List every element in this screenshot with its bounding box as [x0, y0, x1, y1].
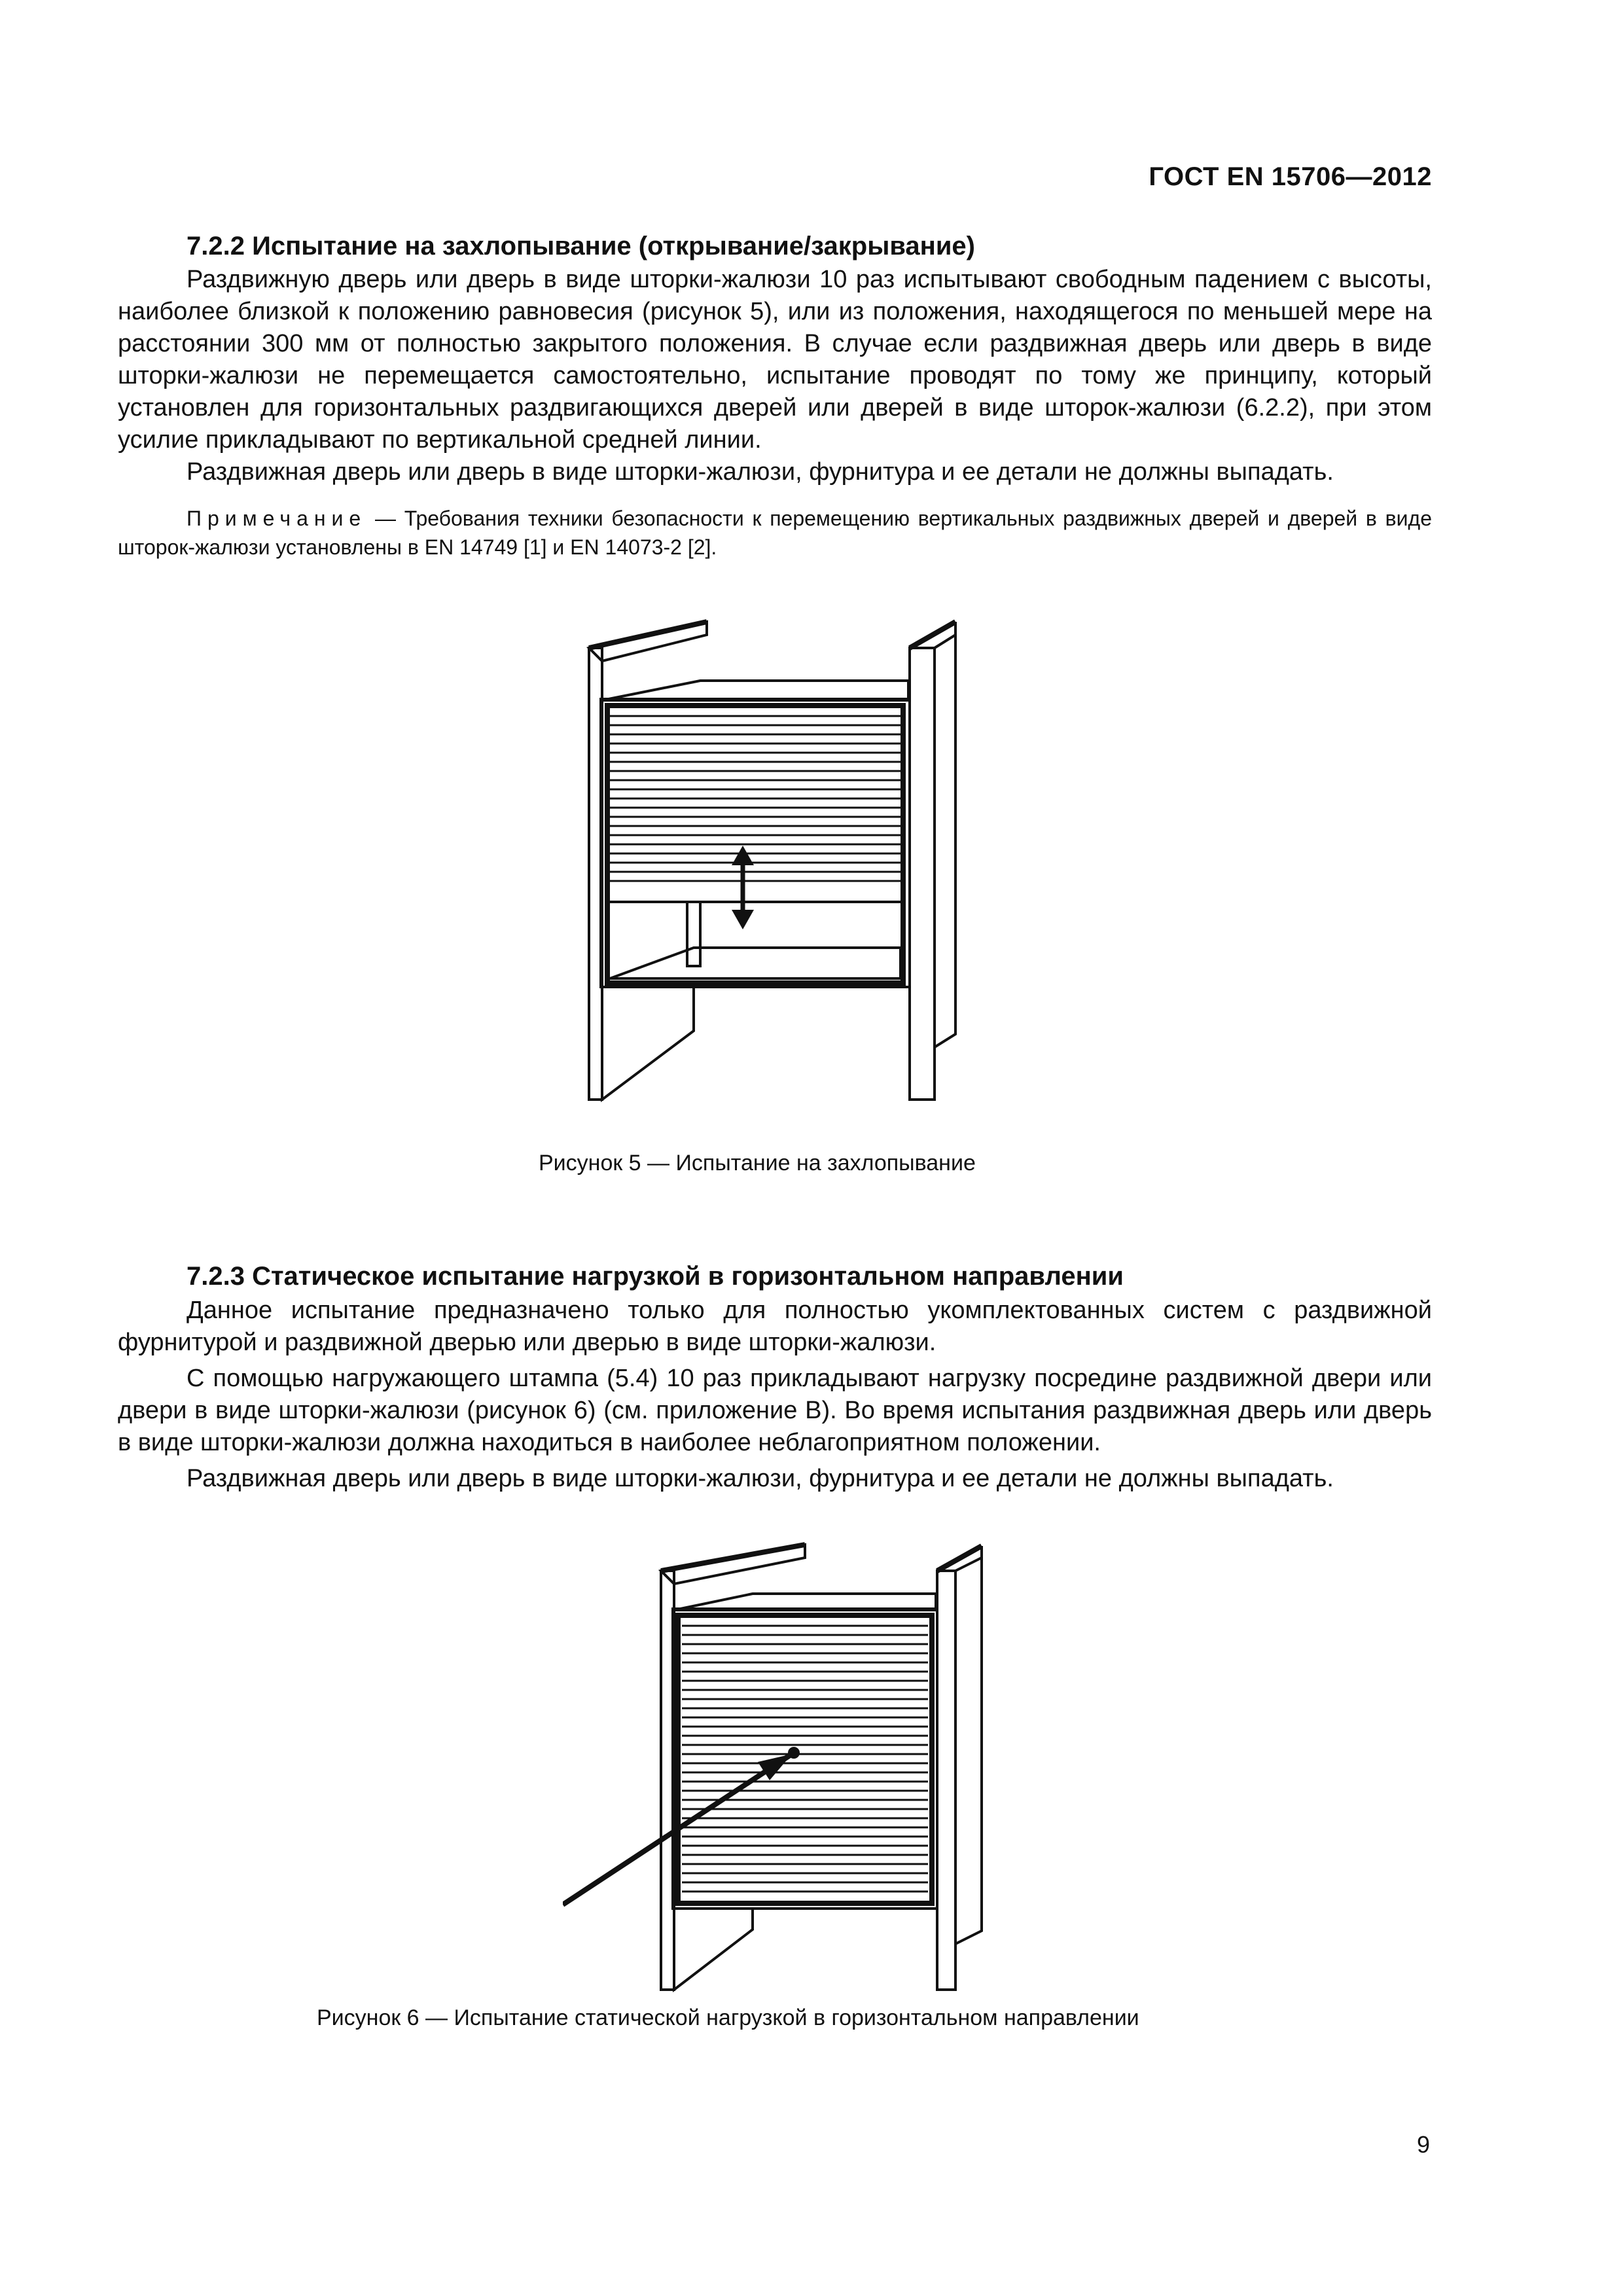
- paragraph: Данное испытание предназначено только для полностью укомплектованных систем с раздвижной фурнитурой и раздвижной дверью или дверью в виде шторки-жалюзи.: [118, 1297, 1432, 1356]
- shutter-slats: [610, 716, 901, 881]
- note-label: Примечание: [187, 507, 367, 530]
- figure-6-caption: Рисунок 6 — Испытание статической нагрузкой в горизонтальном направлении: [317, 2005, 1139, 2030]
- paragraph: С помощью нагружающего штампа (5.4) 10 раз прикладывают нагрузку посредине раздвижной двери или двери в виде шторки-жалюзи (рисунок 6) (см. приложение В). Во время испытания раздвижная дверь или дверь в виде шторки-жалюзи должна находиться в наиболее неблагоприятном положении.: [118, 1365, 1432, 1456]
- page-number: 9: [1416, 2131, 1430, 2158]
- section-heading-7-2-2: 7.2.2 Испытание на захлопывание (открывание/закрывание): [187, 232, 975, 260]
- top-shelf: [602, 681, 908, 700]
- paragraph: Раздвижная дверь или дверь в виде шторки-жалюзи, фурнитура и ее детали не должны выпадать.: [187, 1465, 1334, 1492]
- double-arrow-icon: [732, 846, 754, 929]
- document-code: ГОСТ EN 15706—2012: [1149, 162, 1432, 191]
- shutter-frame: [678, 1615, 932, 1903]
- note: [118, 504, 1432, 562]
- load-arrow-icon: [563, 1747, 800, 1905]
- figure-5-caption: Рисунок 5 — Испытание на захлопывание: [539, 1151, 976, 1175]
- figure-6-diagram: [563, 1538, 995, 1996]
- section-heading-7-2-3: 7.2.3 Статическое испытание нагрузкой в горизонтальном направлении: [187, 1262, 1124, 1291]
- shutter-slats: [682, 1626, 928, 1892]
- figure-5-diagram: [563, 609, 995, 1113]
- paragraph: Раздвижная дверь или дверь в виде шторки-жалюзи, фурнитура и ее детали не должны выпадать.: [187, 458, 1334, 486]
- right-panel: [937, 1571, 955, 1990]
- note-text: — Требования техники безопасности к перемещению вертикальных раздвижных дверей и дверей в виде шторок-жалюзи установлены в EN 14749 [1] и EN 14073-2 [2].: [118, 507, 1432, 559]
- paragraph: Раздвижную дверь или дверь в виде шторки-жалюзи 10 раз испытывают свободным падением с высоты, наиболее близкой к положению равновесия (рисунок 5), или из положения, находящегося по меньшей мере на расстоянии 300 мм от полностью закрытого положения. В случае если раздвижная дверь или дверь в виде шторки-жалюзи не перемещается самостоятельно, испытание проводят по тому же принципу, который установлен для горизонтальных раздвигающихся дверей или дверей в виде шторок-жалюзи (6.2.2), при этом усилие прикладывают по вертикальной средней линии.: [118, 266, 1432, 454]
- right-panel: [910, 648, 935, 1100]
